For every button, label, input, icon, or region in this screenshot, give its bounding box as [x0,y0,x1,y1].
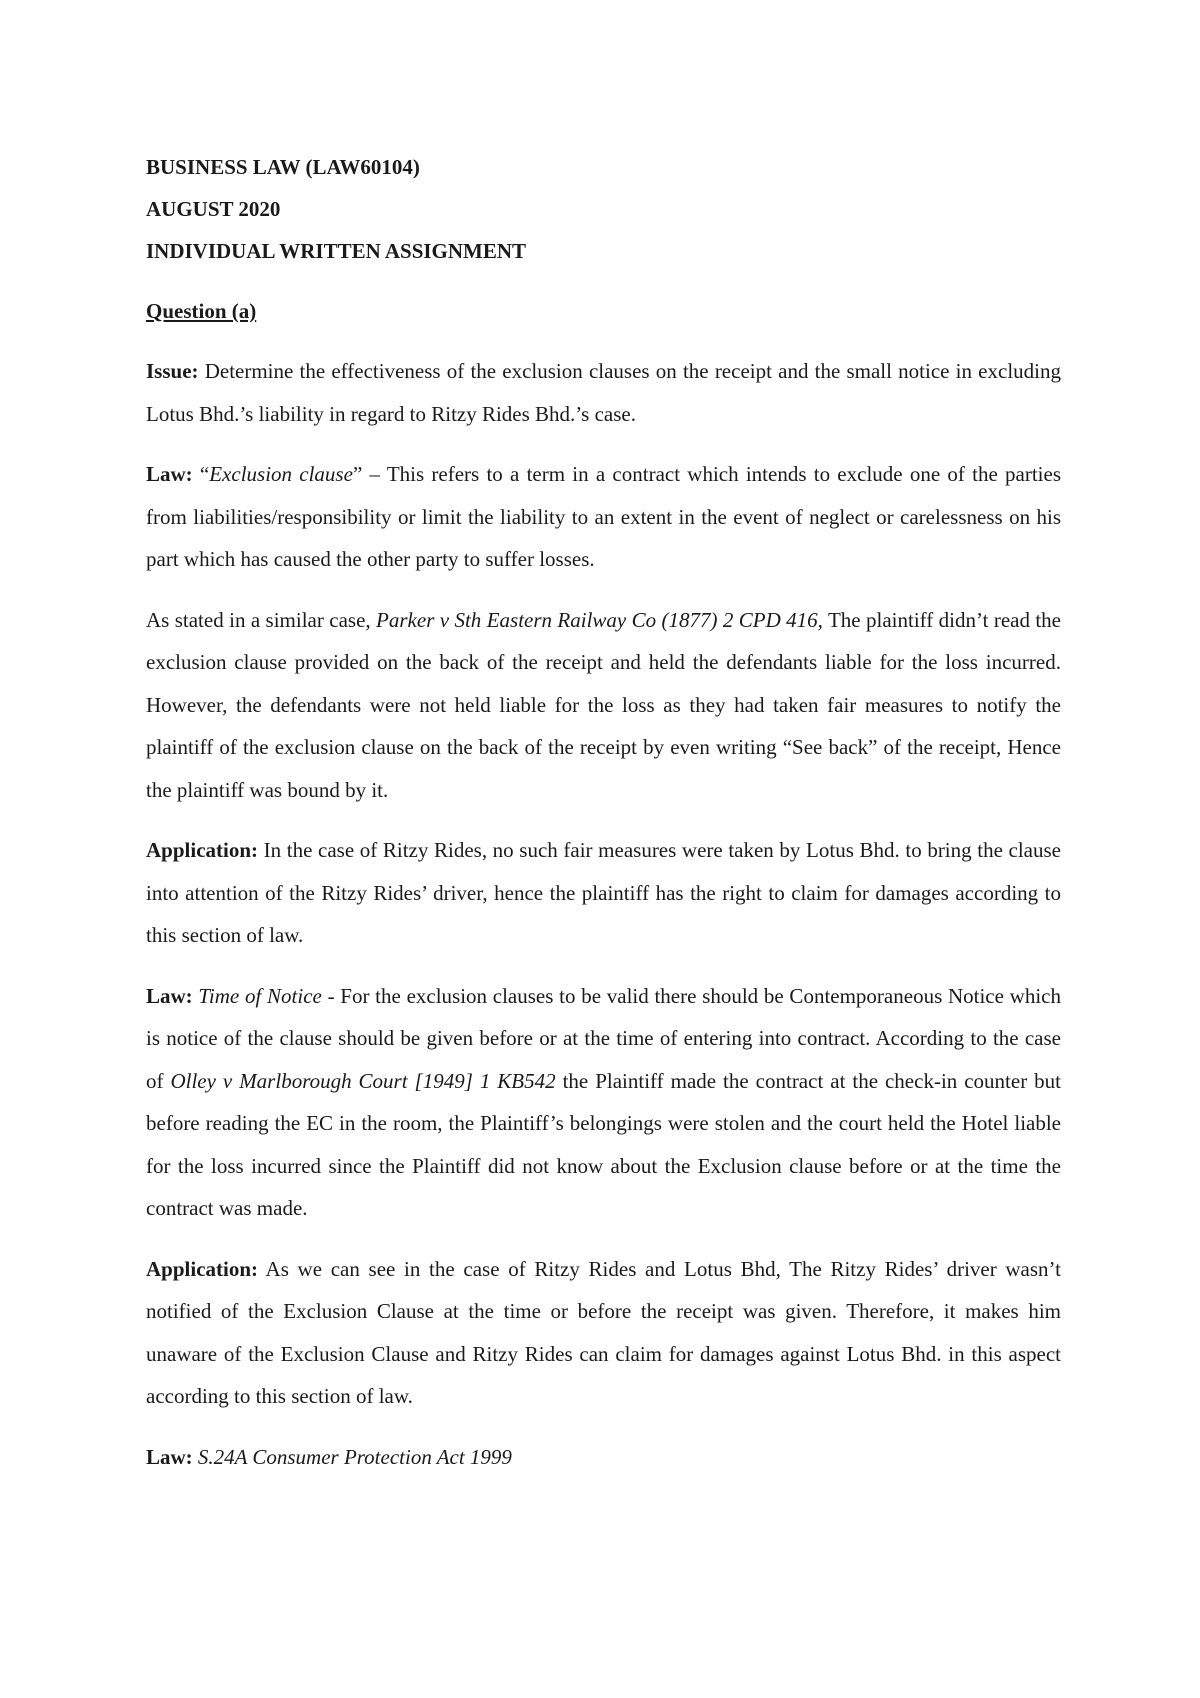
application-text: In the case of Ritzy Rides, no such fair measures were taken by Lotus Bhd. to bring the clause into attention of the Ritzy Rides’ driver, hence the plaintiff has the right to claim for damages according to this section of law. [146,838,1061,947]
case-text: The plaintiff didn’t read the exclusion clause provided on the back of the receipt and held the defendants liable for the loss incurred. However, the defendants were not held liable for the loss as they had taken fair measures to notify the plaintiff of the exclusion clause on the back of the receipt by even writing “See back” of the receipt, Hence the plaintiff was bound by it. [146,607,1062,802]
law-term: Exclusion clause [209,462,353,486]
parker-case-paragraph [146,599,1061,812]
issue-paragraph [146,350,1061,435]
law-label: Law: [146,1444,193,1469]
case-intro: As stated in a similar case, [146,607,377,632]
issue-text: Determine the effectiveness of the exclusion clauses on the receipt and the small notice in excluding Lotus Bhd.’s liability in regard to Ritzy Rides Bhd.’s case. [146,359,1061,426]
question-heading: Question (a) [146,299,257,323]
application-paragraph-1 [146,829,1061,957]
application-text: As we can see in the case of Ritzy Rides and Lotus Bhd, The Ritzy Rides’ driver wasn’t notified of the Exclusion Clause at the time or before the receipt was given. Therefore, it makes him unaware of the Exclusion Clause and Ritzy Rides can claim for damages against Lotus Bhd. in this aspect according to this section of law. [146,1256,1061,1408]
case-citation: Parker v Sth Eastern Railway Co (1877) 2 CPD 416, [376,607,823,632]
application-paragraph-2 [146,1248,1061,1418]
law-time-of-notice-paragraph [146,975,1061,1230]
course-title: BUSINESS LAW (LAW60104) [146,155,420,179]
case-citation: Olley v Marlborough Court [1949] 1 KB542 [170,1068,556,1093]
law-text: - For the exclusion clauses to be valid there should be Contemporaneous Notice which is notice of the clause should be given before or at the time of entering into contract. According to the case of [146,983,1061,1093]
term-date: AUGUST 2020 [146,197,281,221]
law-label: Law: [146,983,193,1008]
issue-label: Issue: [146,359,199,383]
application-label: Application: [146,1256,259,1281]
assignment-title: INDIVIDUAL WRITTEN ASSIGNMENT [146,239,527,263]
law-open-quote: “ [192,462,210,486]
law-exclusion-clause-paragraph [146,453,1061,581]
law-text: ” – This refers to a term in a contract which intends to exclude one of the parties from liabilities/responsibility or limit the liability to an extent in the event of neglect or carelessness on his part which has caused the other party to suffer losses. [146,462,1061,571]
law-term: S.24A Consumer Protection Act 1999 [192,1444,512,1469]
application-label: Application: [146,838,259,862]
document-body [146,146,1061,1478]
law-term: Time of Notice [192,983,322,1008]
case-text: the Plaintiff made the contract at the check-in counter but before reading the EC in the room, the Plaintiff’s belongings were stolen and the court held the Hotel liable for the loss incurred since the Plaintiff did not know about the Exclusion clause before or at the time the contract was made. [146,1068,1061,1220]
law-label: Law: [146,462,193,486]
law-consumer-protection-paragraph [146,1436,1061,1479]
